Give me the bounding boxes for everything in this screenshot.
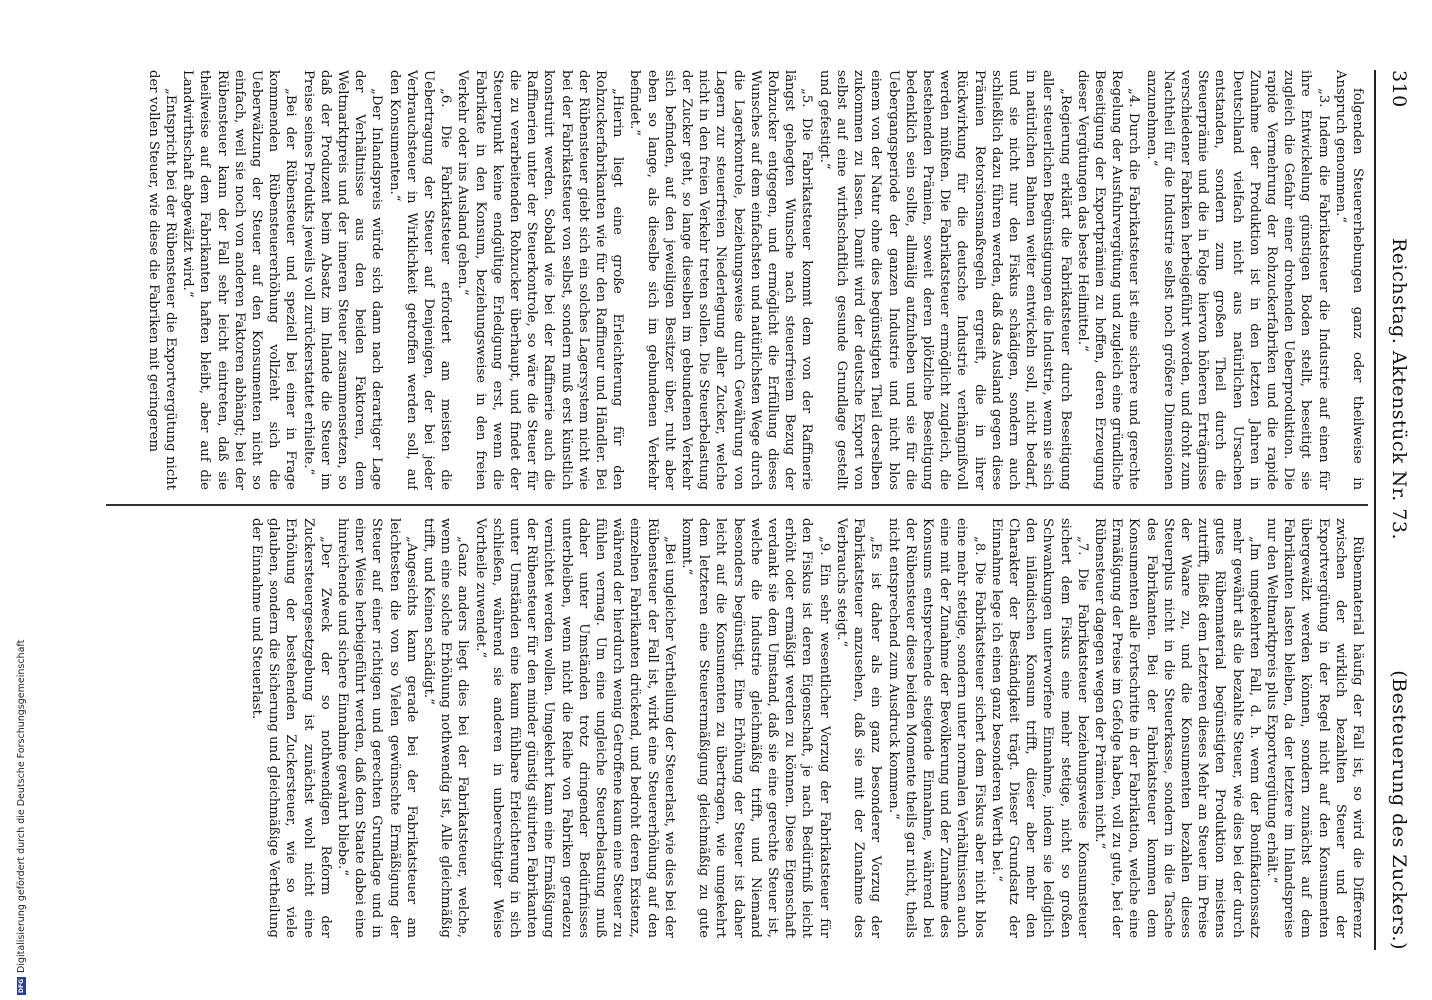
left-column [104,70,1366,490]
paragraph: „Bei der Rübensteuer und speziell bei einer in Frage kommenden Rübensteuererhöhung vollzieht sich die Ueberwälzung der Steuer auf den Konsumenten nicht so einfach, weil sie noch von anderen Faktoren abhängt; bei der Rübensteuer kann der Fall sehr leicht eintreten, daß sie theilweise auf dem Fabrikanten haften bleibt, aber auf die Landwirthschaft abgewälzt wird.“ [180,70,299,490]
paragraph: „Im umgekehrten Fall, d. h. wenn der Bonifikationssatz mehr gewährt als die bezahlte Steuer, wie dies bei der durch gutes Rübenmaterial begünstigten Produktion meistens zutrifft, fließt dem Letzteren dieses Mehr an Steuer im Preise der Waare zu, und die Konsumenten bezahlen dieses Steuerplus nicht in die Steuerkasse, sondern in die Tasche des Fabrikanten. Bei der Fabrikatsteuer kommen dem Konsumenten alle Fortschritte in der Fabrikation, welche eine Ermäßigung der Preise im Gefolge haben, voll zu gute, bei der Rübensteuer dagegen wegen der Prämien nicht.“ [1091,518,1262,938]
digitization-credit [4,600,27,995]
header-rule [1374,70,1376,950]
paragraph: „Hierin liegt eine große Erleichterung für den Rohzuckerfabrikanten wie für den Raffineur und Händler. Bei der Rübensteuer giebt sich ein solches Lagersystem nicht wie bei der Fabrikatsteuer von selbst, sondern muß erst künstlich konstruirt werden. Sobald wie bei der Raffinerie auch die Raffinerien unter der Steuerkontrole, so wäre die Steuer für die zu verarbeitenden Rohzucker überhaupt, und findet der Steuerpunkt keine endgültige Erledigung erst, wenn die Fabrikate in den Konsum, beziehungsweise in den freien Verkehr oder ins Ausland gehen.“ [455,70,626,490]
paragraph: „9. Ein sehr wesentlicher Vorzug der Fabrikatsteuer für den Fiskus ist deren Eigenschaft, je nach Bedürfniß leicht erhöht oder ermäßigt werden zu können. Diese Eigenschaft verdankt sie dem Umstand, daß sie eine gerechte Steuer ist, welche die Industrie gleichmäßig trifft, und Niemand besonders begünstigt. Eine Erhöhung der Steuer ist daher leicht auf die Konsumenten zu übertragen, wie umgekehrt dem letzteren eine Steuerermäßigung gleichmäßig zu gute kommt.“ [679,518,832,938]
paragraph: „Es ist daher als ein ganz besonderer Vorzug der Fabrikatsteuer anzusehen, daß sie mit der Zunahme des Verbrauchs steigt.“ [833,518,884,938]
paragraph: „Der Inlandspreis würde sich dann nach derartiger Lage der Verhältnisse aus den beiden Faktoren, dem Weltmarktpreis und der inneren Steuer zusammensetzen, so daß der Produzent beim Absatz im Inlande die Steuer im Preise seines Produkts jeweils voll zurückerstattet erhielte.“ [300,70,385,490]
paragraph: „Entspricht bei der Rübensteuer die Exportvergütung nicht der vollen Steuer, wie diese die Fabriken mit geringerem [145,70,178,490]
paragraph: „8. Die Fabrikatsteuer sichert dem Fiskus aber nicht blos eine mehr stetige, sondern unter normalen Verhältnissen auch eine mit der Zunahme der Bevölkerung und der Zunahme des Konsums entsprechende steigende Einnahme, während bei der Rübensteuer diese beiden Momente theils gar nicht, theils nicht entsprechend zum Ausdruck kommen.“ [885,518,987,938]
paragraph: Rübenmaterial häufig der Fall ist, so wird die Differenz zwischen der wirklich bezahlten Steuer und der Exportvergütung in der Regel nicht auf den Konsumenten übergewälzt werden können, sondern zunächst auf dem Fabrikanten lasten bleiben, da der letztere im Inlandspreise nur den Weltmarktpreis plus Exportvergütung erhält.“ [1263,518,1365,938]
paragraph: „Bei ungleicher Vertheilung der Steuerlast, wie dies bei der Rübensteuer der Fall ist, wirkt eine Steuererhöhung auf den einzelnen Fabrikanten drückend, und bedroht deren Existenz, während der hierdurch wenig Getroffene kaum eine Steuer zu fühlen vermag. Um eine ungleiche Steuerbelastung muß daher unter Umständen trotz dringender Bedürfnisses unterbleiben, wenn nicht die Reihe von Fabriken geradezu vernichtet werden wollen. Umgekehrt kann eine Ermäßigung der Rübensteuer für den minder günstig situirten Fabrikanten unter Umständen eine kaum fühlbare Erleichterung in sich schließen, während sie anderen in unberechtigter Weise Vortheile zuwendet.“ [472,518,677,938]
paragraph: „5. Die Fabrikatsteuer kommt dem von der Raffinerie längst gehegten Wunsche nach steuerfreiem Bezug der Rohzucker entgegen, und ermöglicht die Erfüllung dieses Wunsches auf dem einfachsten und natürlichsten Wege durch die Lagerkontrole, beziehungsweise durch Gewährung von Lagern zur steuerfreien Niederlegung aller Zucker, welche nicht in den freien Verkehr treten sollen. Die Steuerbelastung der Zucker geht, so lange dieselben im gebundenen Verkehr sich befinden, auf den jeweiligen Besitzer über, ruht aber eben so lange, als dieselbe sich im gebundenen Verkehr befindet.“ [627,70,815,490]
paragraph: folgenden Steuererhebungen ganz oder theilweise in Anspruch genommen.“ [1332,70,1365,490]
digitization-credit-text: Digitalisierung gefördert durch die Deutsche Forschungsgemeinschaft [16,639,27,973]
paragraph: „6. Die Fabrikatsteuer erfordert am meisten die Uebertragung der Steuer auf Denjenigen, der bei jeder Verbrauchsteuer in Wirklichkeit getroffen werden soll, auf den Konsumenten.“ [386,70,454,490]
paragraph: „Ganz anders liegt dies bei der Fabrikatsteuer, welche, wenn eine solche Erhöhung nothwendig ist, Alle gleichmäßig trifft, und Keinen schädigt.“ [421,518,471,938]
page-header [1380,70,1410,950]
paragraph: „Regierung erklärt die Fabrikatsteuer durch Beseitigung aller steuerlichen Begünstigungen die Industrie, wenn sie sich in natürlichen Bahnen weiter entwickeln soll, nicht bedarf, und sie nicht nur den Fiskus schädigen, sondern auch schließlich dazu führen werden, daß das Ausland gegen diese Prämien Retorsionsmaßregeln ergreift, die in ihrer Rückwirkung für die deutsche Industrie verhängnißvoll werden müßten. Die Fabrikatsteuer ermöglicht zugleich, die bestehenden Prämien, soweit deren plötzliche Beseitigung bedenklich sein sollte, allmälig aufzuheben und sie für die Uebergangsperiode der ganzen Industrie und nicht blos einem von der Natur ohne dies begünstigten Theil derselben zukommen zu lassen. Damit wird der deutsche Export von selbst auf eine wirthschaftlich gesunde Grundlage gestellt und gefestigt.“ [816,70,1073,490]
paragraph: „7. Die Fabrikatsteuer beziehungsweise Konsumsteuer sichert dem Fiskus eine mehr stetige, nicht so großen Schwankungen unterworfene Einnahme, indem sie lediglich den inländischen Konsum trifft, dieser aber mehr den Charakter der Beständigkeit trägt. Dieser Grundsatz der Einnahme lege ich einen ganz besonderen Werth bei.“ [988,518,1090,938]
rotated-sheet [100,70,1410,950]
dfg-logo-icon: DFG [18,979,25,994]
digitization-credit-text-wrap [16,640,27,995]
right-column [104,518,1366,938]
paragraph: „Der Zweck der so nothwendigen Reform der Zuckersteuergesetzgebung ist zunächst wohl nicht eine Erhöhung der bestehenden Zuckersteuer, wie so viele glauben, sondern die Sicherung und gleichmäßige Vertheilung der Einnahme und Steuerlast. [249,518,333,938]
page-subject: (Besteuerung des Zuckers.) [1388,670,1410,950]
paragraph: „Angesichts kann gerade bei der Fabrikatsteuer am leichtesten die von so Vielen gewünschte Ermäßigung der Steuer auf einer richtigen und gerechten Grundlage und in einer Weise herbeigeführt werden, daß dem Staate dabei eine hinreichende und sichere Einnahme gewahrt bliebe.“ [335,518,419,938]
paragraph: „4. Durch die Fabrikatsteuer ist eine sichere und gerechte Regelung der Ausfuhrvergütung und zugleich eine gründliche Beseitigung der Exportprämien zu hoffen, deren Erzeugung dieser Vergütungen das beste Heilmittel.“ [1074,70,1142,490]
paragraph: „3. Indem die Fabrikatsteuer die Industrie auf einen für ihre Entwickelung günstigen Boden stellt, beseitigt sie zugleich die Gefahr einer drohenden Ueberproduktion. Die rapide Vermehrung der Rohzuckerfabriken und die rapide Zunahme der Produktion ist in den letzten Jahren in Deutschland vielfach nicht aus natürlichen Ursachen entstanden, sondern zum großen Theil durch die Steuerprämie und die in Folge hiervon höheren Erträgnisse verschiedener Fabriken herbeigeführt worden, und droht zum Nachtheil für die Industrie selbst noch größere Dimensionen anzunehmen.“ [1143,70,1331,490]
page-title: Reichstag. Aktenstück Nr. 73. [1388,237,1410,540]
page-number: 310 [1388,70,1410,108]
column-divider [106,504,1368,506]
